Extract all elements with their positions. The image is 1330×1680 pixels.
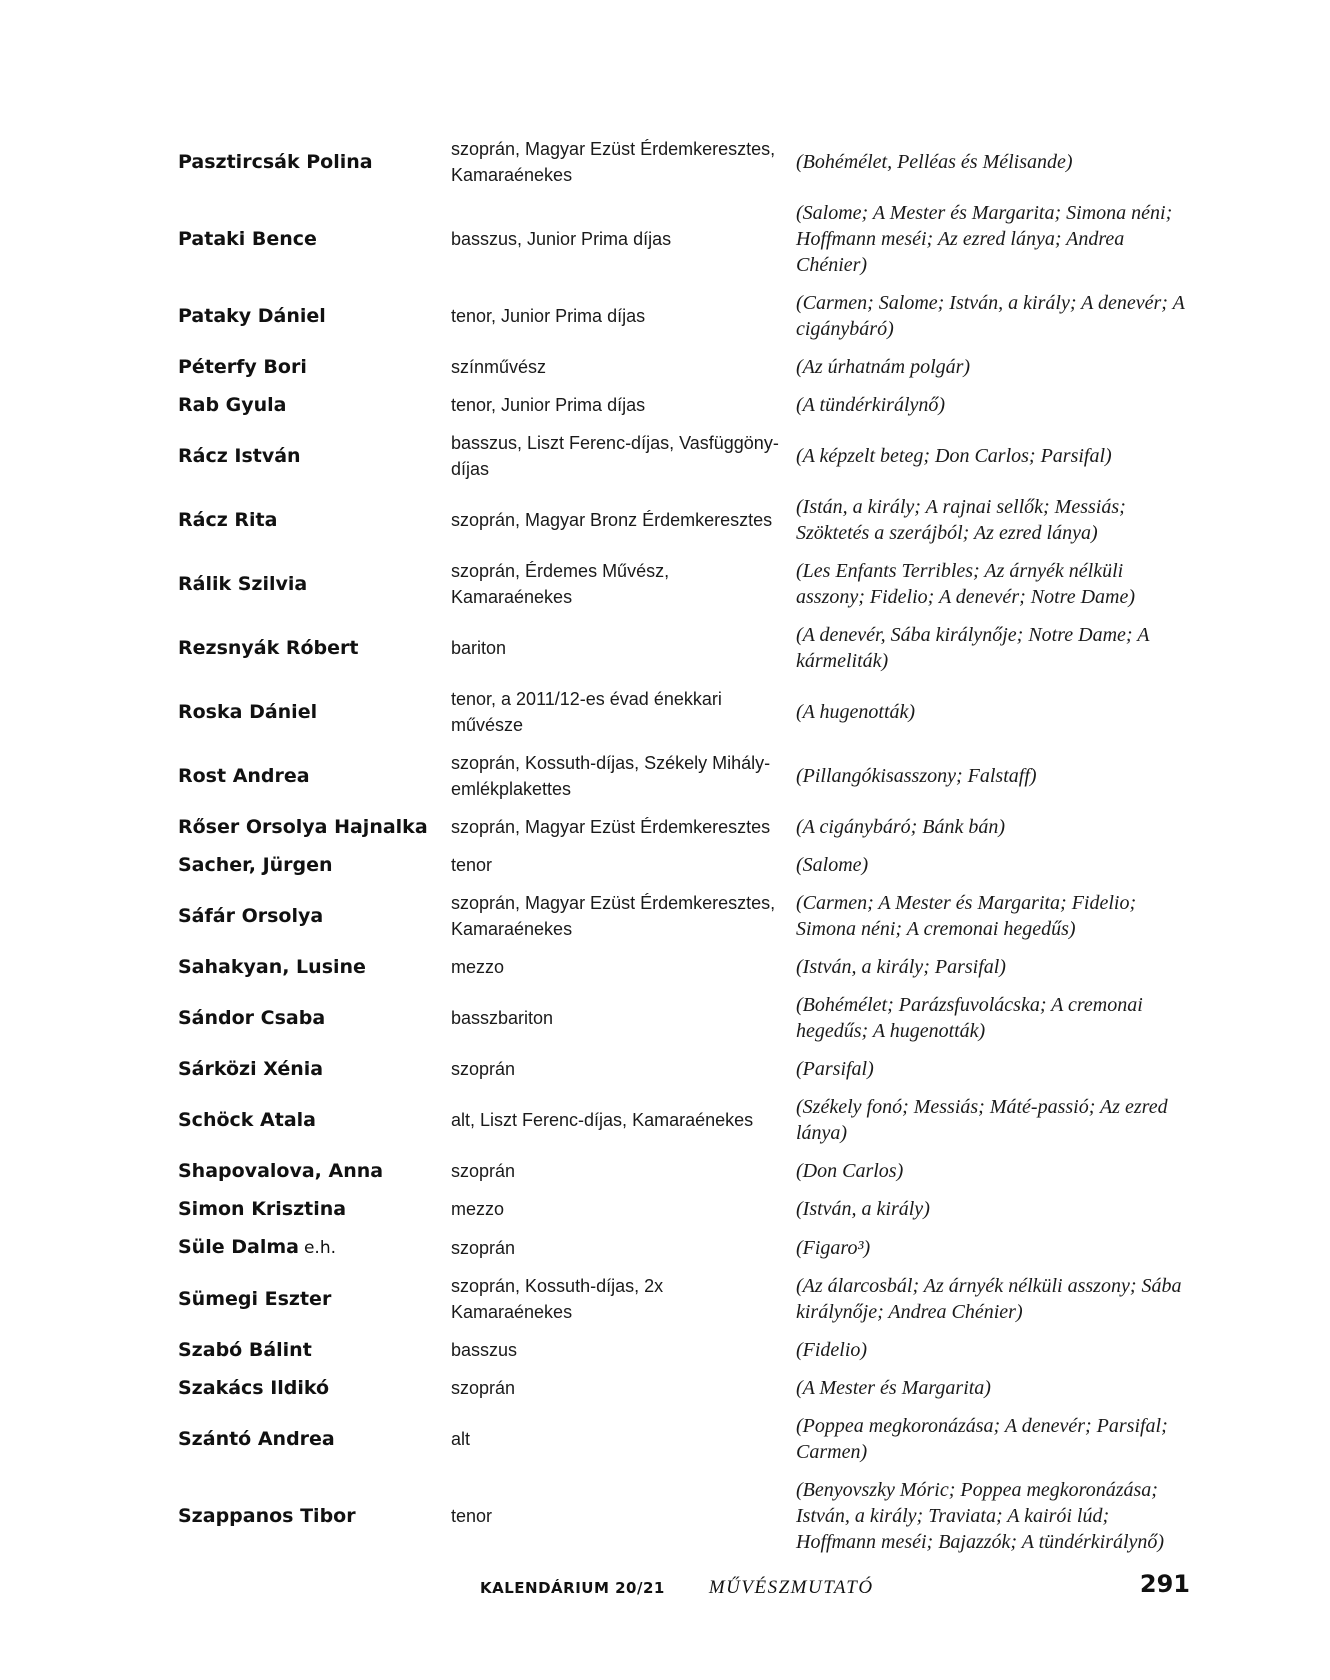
artist-name xyxy=(178,443,451,469)
artist-entry xyxy=(178,846,1188,884)
artist-role: színművész xyxy=(451,357,547,377)
artist-entry xyxy=(178,194,1188,284)
artist-name-suffix: e.h. xyxy=(303,1238,336,1258)
artist-name xyxy=(178,699,451,725)
artist-works: (István, a király) xyxy=(796,1198,930,1220)
artist-name xyxy=(178,1375,451,1401)
artist-name xyxy=(178,1005,451,1031)
artist-name-text: Szabó Bálint xyxy=(178,1339,312,1361)
artist-works: (Bohémélet, Pelléas és Mélisande) xyxy=(796,151,1073,173)
artist-name xyxy=(178,149,451,175)
artist-role: tenor, a 2011/12-es évad énekkari művésze xyxy=(451,689,722,735)
footer-section-title: MŰVÉSZMUTATÓ xyxy=(708,1577,874,1598)
artist-name xyxy=(178,903,451,929)
artist-role: basszbariton xyxy=(451,1008,554,1028)
artist-works: (A hugenották) xyxy=(796,701,916,723)
artist-works: (A képzelt beteg; Don Carlos; Parsifal) xyxy=(796,445,1112,467)
artist-name-text: Szántó Andrea xyxy=(178,1428,335,1450)
artist-name-text: Szakács Ildikó xyxy=(178,1377,330,1399)
artist-role: szoprán, Magyar Ezüst Érdemkeresztes, Kamaraénekes xyxy=(451,893,776,939)
artist-entry xyxy=(178,1331,1188,1369)
artist-role: basszus, Liszt Ferenc-díjas, Vasfüggöny-díjas xyxy=(451,433,779,479)
artist-name xyxy=(178,571,451,597)
artist-name-text: Rab Gyula xyxy=(178,394,287,416)
artist-works: (Poppea megkoronázása; A denevér; Parsifal; Carmen) xyxy=(796,1415,1168,1463)
artist-works: (Fidelio) xyxy=(796,1339,868,1361)
artist-role: szoprán xyxy=(451,1237,516,1258)
artist-entry xyxy=(178,1152,1188,1190)
artist-directory xyxy=(178,130,1188,1561)
artist-works: (A Mester és Margarita) xyxy=(796,1377,991,1399)
artist-name-text: Süle Dalma xyxy=(178,1236,299,1258)
artist-name xyxy=(178,303,451,329)
artist-entry xyxy=(178,1190,1188,1228)
artist-works: (Parsifal) xyxy=(796,1058,874,1080)
artist-role: szoprán, Magyar Ezüst Érdemkeresztes, Kamaraénekes xyxy=(451,139,776,185)
artist-name xyxy=(178,763,451,789)
artist-role: szoprán, Kossuth-díjas, Székely Mihály-emlékplakettes xyxy=(451,753,771,799)
artist-name-text: Rácz István xyxy=(178,445,301,467)
artist-name xyxy=(178,1426,451,1452)
artist-name-text: Pasztircsák Polina xyxy=(178,151,373,173)
artist-works: (Salome) xyxy=(796,854,869,876)
artist-role: basszus, Junior Prima díjas xyxy=(451,229,672,249)
artist-entry xyxy=(178,348,1188,386)
artist-works: (Az úrhatnám polgár) xyxy=(796,356,971,378)
artist-entry xyxy=(178,884,1188,948)
footer-publication: KALENDÁRIUM 20/21 xyxy=(480,1579,665,1597)
artist-entry xyxy=(178,1228,1188,1267)
artist-name-text: Rácz Rita xyxy=(178,509,278,531)
artist-role: alt, Liszt Ferenc-díjas, Kamaraénekes xyxy=(451,1110,754,1130)
artist-name-text: Pataky Dániel xyxy=(178,305,326,327)
artist-role: tenor xyxy=(451,1506,493,1526)
artist-role: mezzo xyxy=(451,957,505,977)
artist-works: (Carmen; A Mester és Margarita; Fidelio; Simona néni; A cremonai hegedűs) xyxy=(796,892,1137,940)
artist-entry xyxy=(178,488,1188,552)
artist-name xyxy=(178,635,451,661)
artist-name xyxy=(178,852,451,878)
artist-entry xyxy=(178,808,1188,846)
artist-works: (Az álarcosbál; Az árnyék nélküli asszony; Sába királynője; Andrea Chénier) xyxy=(796,1275,1182,1323)
artist-role: tenor, Junior Prima díjas xyxy=(451,395,646,415)
artist-name-text: Sáfár Orsolya xyxy=(178,905,324,927)
artist-works: (A cigánybáró; Bánk bán) xyxy=(796,816,1006,838)
artist-name xyxy=(178,1056,451,1082)
artist-works: (Pillangókisasszony; Falstaff) xyxy=(796,765,1037,787)
artist-name-text: Szappanos Tibor xyxy=(178,1505,356,1527)
artist-name xyxy=(178,954,451,980)
artist-name-text: Sándor Csaba xyxy=(178,1007,326,1029)
artist-works: (Bohémélet; Parázsfuvolácska; A cremonai hegedűs; A hugenották) xyxy=(796,994,1143,1042)
artist-works: (István, a király; Parsifal) xyxy=(796,956,1006,978)
artist-role: bariton xyxy=(451,638,507,658)
artist-works: (A denevér, Sába királynője; Notre Dame; A kármeliták) xyxy=(796,624,1150,672)
artist-entry xyxy=(178,680,1188,744)
artist-name-text: Rost Andrea xyxy=(178,765,310,787)
artist-works: (Székely fonó; Messiás; Máté-passió; Az ezred lánya) xyxy=(796,1096,1168,1144)
artist-name xyxy=(178,392,451,418)
artist-role: mezzo xyxy=(451,1199,505,1219)
artist-role: basszus xyxy=(451,1340,518,1360)
artist-entry xyxy=(178,1088,1188,1152)
artist-role: szoprán, Magyar Bronz Érdemkeresztes xyxy=(451,510,773,530)
artist-works: (Istán, a király; A rajnai sellők; Messiás; Szöktetés a szerájból; Az ezred lánya) xyxy=(796,496,1126,544)
artist-works: (A tündérkirálynő) xyxy=(796,394,946,416)
artist-entry xyxy=(178,1407,1188,1471)
artist-entry xyxy=(178,1267,1188,1331)
artist-name-text: Péterfy Bori xyxy=(178,356,307,378)
artist-name xyxy=(178,1337,451,1363)
artist-name-text: Simon Krisztina xyxy=(178,1198,347,1220)
artist-entry xyxy=(178,1369,1188,1407)
artist-role: szoprán xyxy=(451,1059,516,1079)
artist-name xyxy=(178,1196,451,1222)
artist-role: szoprán, Kossuth-díjas, 2x Kamaraénekes xyxy=(451,1276,664,1322)
artist-entry xyxy=(178,744,1188,808)
artist-works: (Les Enfants Terribles; Az árnyék nélküli asszony; Fidelio; A denevér; Notre Dame) xyxy=(796,560,1135,608)
artist-entry xyxy=(178,130,1188,194)
artist-name xyxy=(178,1234,451,1261)
artist-role: tenor xyxy=(451,855,493,875)
artist-name-text: Shapovalova, Anna xyxy=(178,1160,384,1182)
artist-works: (Salome; A Mester és Margarita; Simona néni; Hoffmann meséi; Az ezred lánya; Andrea Chénier) xyxy=(796,202,1173,276)
artist-name xyxy=(178,226,451,252)
artist-name-text: Rálik Szilvia xyxy=(178,573,308,595)
artist-name-text: Sárközi Xénia xyxy=(178,1058,324,1080)
artist-name-text: Sahakyan, Lusine xyxy=(178,956,366,978)
artist-name xyxy=(178,1503,451,1529)
artist-name xyxy=(178,1107,451,1133)
artist-name xyxy=(178,1286,451,1312)
artist-entry xyxy=(178,386,1188,424)
artist-entry xyxy=(178,948,1188,986)
artist-entry xyxy=(178,616,1188,680)
artist-name-text: Pataki Bence xyxy=(178,228,317,250)
artist-role: szoprán, Magyar Ezüst Érdemkeresztes xyxy=(451,817,771,837)
artist-entry xyxy=(178,986,1188,1050)
artist-role: alt xyxy=(451,1429,471,1449)
artist-name-text: Sümegi Eszter xyxy=(178,1288,332,1310)
artist-name xyxy=(178,1158,451,1184)
artist-works: (Figaro³) xyxy=(796,1236,871,1259)
artist-role: szoprán xyxy=(451,1378,516,1398)
artist-entry xyxy=(178,1471,1188,1561)
artist-entry xyxy=(178,552,1188,616)
artist-entry xyxy=(178,284,1188,348)
artist-name xyxy=(178,507,451,533)
page-footer xyxy=(480,1577,874,1599)
artist-works: (Carmen; Salome; István, a király; A denevér; A cigánybáró) xyxy=(796,292,1185,340)
artist-works: (Benyovszky Móric; Poppea megkoronázása; István, a király; Traviata; A kairói lúd; Hoffmann meséi; Bajazzók; A tündérkirálynő) xyxy=(796,1479,1165,1553)
page-number: 291 xyxy=(1139,1570,1190,1598)
artist-name-text: Rőser Orsolya Hajnalka xyxy=(178,816,428,838)
artist-name-text: Roska Dániel xyxy=(178,701,318,723)
artist-works: (Don Carlos) xyxy=(796,1160,904,1182)
artist-name-text: Sacher, Jürgen xyxy=(178,854,333,876)
artist-name-text: Rezsnyák Róbert xyxy=(178,637,359,659)
artist-name-text: Schöck Atala xyxy=(178,1109,316,1131)
artist-name xyxy=(178,814,451,840)
artist-name xyxy=(178,354,451,380)
artist-entry xyxy=(178,1050,1188,1088)
artist-entry xyxy=(178,424,1188,488)
artist-role: szoprán xyxy=(451,1161,516,1181)
artist-role: szoprán, Érdemes Művész, Kamaraénekes xyxy=(451,561,670,607)
artist-role: tenor, Junior Prima díjas xyxy=(451,306,646,326)
